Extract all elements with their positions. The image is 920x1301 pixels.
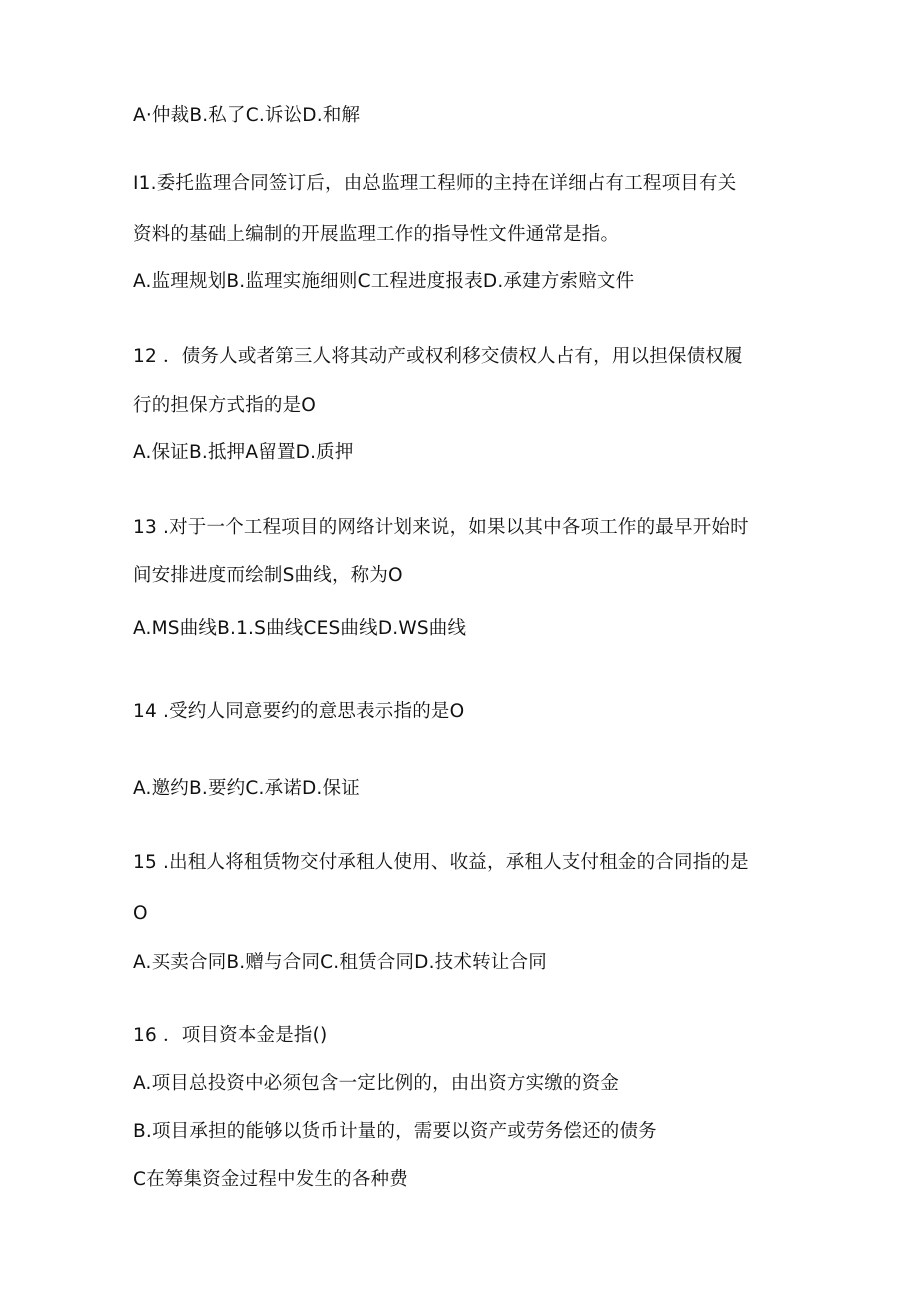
question-13-line-2: 间安排进度而绘制S曲线，称为O (133, 565, 403, 586)
answer-options-11: A.监理规划B.监理实施细则C工程进度报表D.承建方索赔文件 (133, 271, 635, 292)
answer-options-12: A.保证B.抵押A留置D.质押 (133, 442, 354, 463)
option-16-c: C在筹集资金过程中发生的各种费 (133, 1169, 408, 1190)
question-14-line-1: 14 .受约人同意要约的意思表示指的是O (133, 701, 465, 722)
answer-options-10: A·仲裁B.私了C.诉讼D.和解 (133, 105, 361, 126)
question-11-line-1: I1.委托监理合同签订后，由总监理工程师的主持在详细占有工程项目有关 (133, 173, 737, 194)
question-12-line-2: 行的担保方式指的是O (133, 395, 317, 416)
question-15-line-1: 15 .出租人将租赁物交付承租人使用、收益，承租人支付租金的合同指的是 (133, 852, 749, 873)
answer-options-15: A.买卖合同B.赠与合同C.租赁合同D.技术转让合同 (133, 952, 547, 973)
question-12-line-1: 12 ．债务人或者第三人将其动产或权利移交债权人占有，用以担保债权履 (133, 346, 743, 367)
answer-options-13: A.MS曲线B.1.S曲线CES曲线D.WS曲线 (133, 618, 467, 639)
question-15-line-2: O (133, 903, 148, 924)
option-16-b: B.项目承担的能够以货币计量的，需要以资产或劳务偿还的债务 (133, 1121, 657, 1142)
option-16-a: A.项目总投资中必须包含一定比例的，由出资方实缴的资金 (133, 1073, 620, 1094)
question-16-line-1: 16 ．项目资本金是指() (133, 1025, 328, 1046)
question-11-line-2: 资料的基础上编制的开展监理工作的指导性文件通常是指。 (133, 224, 620, 245)
answer-options-14: A.邀约B.要约C.承诺D.保证 (133, 778, 360, 799)
question-13-line-1: 13 .对于一个工程项目的网络计划来说，如果以其中各项工作的最早开始时 (133, 517, 749, 538)
